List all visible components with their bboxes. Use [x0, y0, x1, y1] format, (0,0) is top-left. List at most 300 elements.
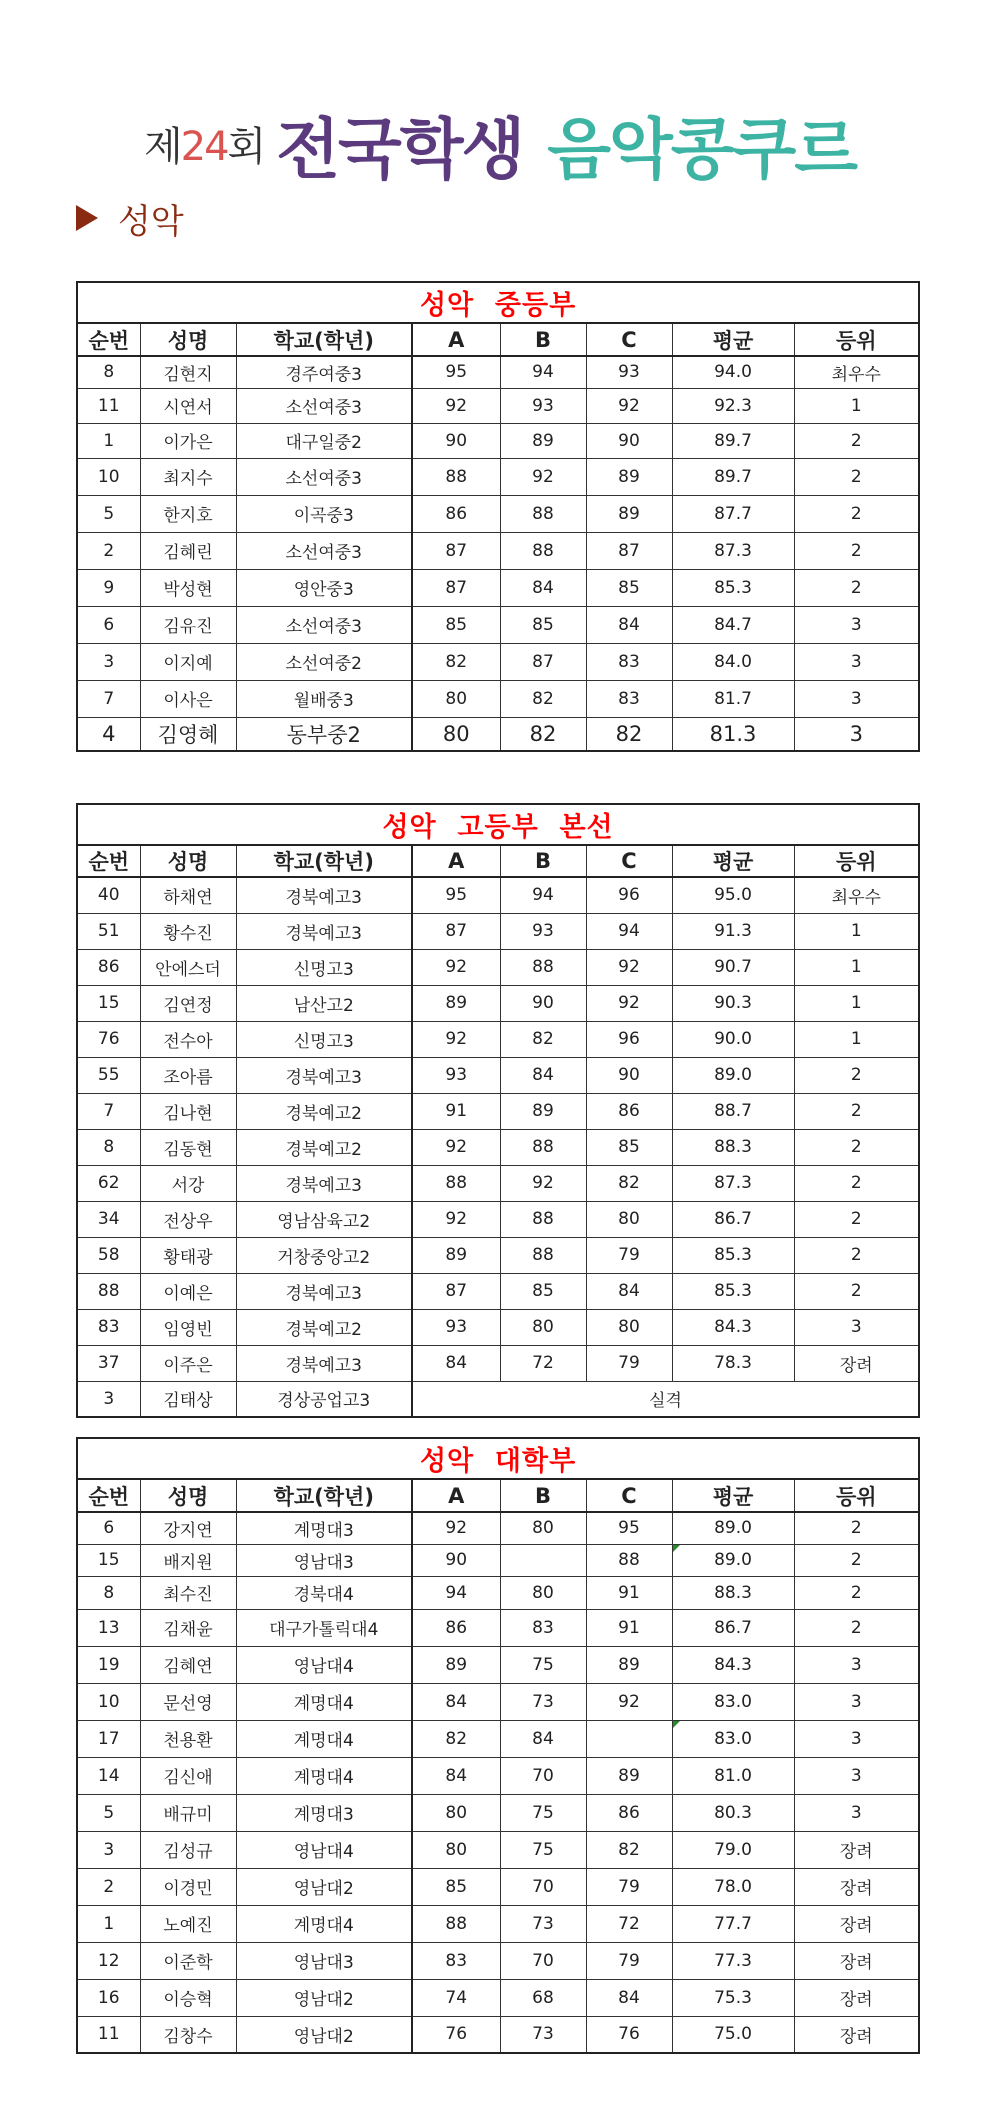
- cell-avg: 78.3: [672, 1345, 794, 1381]
- cell-b: 88: [500, 949, 586, 985]
- table-row: [77, 680, 919, 717]
- cell-avg: 83.0: [672, 1683, 794, 1720]
- cell-school: 소선여중3: [236, 458, 412, 495]
- cell-no: 2: [77, 532, 140, 569]
- column-header-name: 성명: [140, 845, 236, 877]
- cell-no: 1: [77, 423, 140, 458]
- cell-no: 37: [77, 1345, 140, 1381]
- table-row: [77, 1093, 919, 1129]
- cell-rank: 2: [794, 532, 919, 569]
- cell-school: 경상공업고3: [236, 1381, 412, 1417]
- cell-a: 80: [412, 680, 500, 717]
- cell-name: 배규미: [140, 1794, 236, 1831]
- cell-school: 신명고3: [236, 949, 412, 985]
- cell-rank: 3: [794, 680, 919, 717]
- cell-school: 영남대3: [236, 1544, 412, 1576]
- cell-no: 12: [77, 1942, 140, 1979]
- table-title: 성악 중등부: [77, 282, 919, 323]
- cell-b: 80: [500, 1576, 586, 1609]
- cell-no: 86: [77, 949, 140, 985]
- cell-avg: 90.7: [672, 949, 794, 985]
- cell-school: 영안중3: [236, 569, 412, 606]
- cell-school: 경북대4: [236, 1576, 412, 1609]
- cell-school: 소선여중3: [236, 532, 412, 569]
- cell-no: 8: [77, 1576, 140, 1609]
- cell-avg: 79.0: [672, 1831, 794, 1868]
- table-row: [77, 1757, 919, 1794]
- column-header-avg: 평균: [672, 1479, 794, 1512]
- cell-b: 84: [500, 569, 586, 606]
- cell-a: 88: [412, 1165, 500, 1201]
- table-row: [77, 569, 919, 606]
- cell-b: 68: [500, 1979, 586, 2016]
- cell-avg: 88.7: [672, 1093, 794, 1129]
- cell-avg: 85.3: [672, 1237, 794, 1273]
- cell-no: 2: [77, 1868, 140, 1905]
- cell-b: 93: [500, 913, 586, 949]
- cell-b: 85: [500, 1273, 586, 1309]
- cell-avg: 81.3: [672, 717, 794, 751]
- cell-c: 84: [586, 1273, 672, 1309]
- table-title-row: [77, 1438, 919, 1479]
- cell-no: 11: [77, 388, 140, 423]
- cell-school: 경북예고2: [236, 1093, 412, 1129]
- cell-a: 80: [412, 1831, 500, 1868]
- cell-school: 영남대4: [236, 1646, 412, 1683]
- column-header-avg: 평균: [672, 845, 794, 877]
- cell-name: 김동현: [140, 1129, 236, 1165]
- cell-a: 92: [412, 388, 500, 423]
- cell-c: 93: [586, 356, 672, 388]
- cell-a: 89: [412, 1646, 500, 1683]
- table-row: [77, 1021, 919, 1057]
- cell-c: 91: [586, 1576, 672, 1609]
- cell-b: 82: [500, 680, 586, 717]
- column-header-rank: 등위: [794, 845, 919, 877]
- cell-name: 김혜린: [140, 532, 236, 569]
- cell-c: 86: [586, 1794, 672, 1831]
- cell-c: 95: [586, 1512, 672, 1544]
- cell-rank: 2: [794, 1576, 919, 1609]
- cell-no: 5: [77, 1794, 140, 1831]
- cell-c: 94: [586, 913, 672, 949]
- cell-school: 경북예고3: [236, 1057, 412, 1093]
- cell-c: 96: [586, 1021, 672, 1057]
- cell-c: 80: [586, 1201, 672, 1237]
- cell-avg: 75.0: [672, 2016, 794, 2053]
- table-title: 성악 대학부: [77, 1438, 919, 1479]
- table-row: [77, 1868, 919, 1905]
- cell-name: 이예은: [140, 1273, 236, 1309]
- cell-rank: 2: [794, 569, 919, 606]
- cell-rank: 2: [794, 1129, 919, 1165]
- table-header-row: [77, 845, 919, 877]
- cell-a: 86: [412, 1609, 500, 1646]
- cell-b: 88: [500, 1237, 586, 1273]
- cell-name: 강지연: [140, 1512, 236, 1544]
- column-header-no: 순번: [77, 1479, 140, 1512]
- table-row: [77, 1609, 919, 1646]
- cell-no: 6: [77, 1512, 140, 1544]
- cell-school: 대구가톨릭대4: [236, 1609, 412, 1646]
- cell-name: 이지예: [140, 643, 236, 680]
- cell-no: 34: [77, 1201, 140, 1237]
- table-row: [77, 949, 919, 985]
- cell-c: 76: [586, 2016, 672, 2053]
- cell-name: 이가은: [140, 423, 236, 458]
- cell-c: 90: [586, 1057, 672, 1093]
- cell-no: 40: [77, 877, 140, 913]
- cell-c: 89: [586, 1757, 672, 1794]
- cell-b: 72: [500, 1345, 586, 1381]
- cell-rank: 장려: [794, 1905, 919, 1942]
- cell-no: 10: [77, 458, 140, 495]
- table-row: [77, 1057, 919, 1093]
- cell-name: 김연정: [140, 985, 236, 1021]
- column-header-school: 학교(학년): [236, 323, 412, 356]
- middle-school-results-table: [76, 281, 920, 752]
- cell-school: 계명대3: [236, 1512, 412, 1544]
- cell-rank: 2: [794, 1512, 919, 1544]
- cell-name: 박성현: [140, 569, 236, 606]
- title-part2: 음악콩쿠르: [547, 111, 856, 188]
- cell-no: 8: [77, 1129, 140, 1165]
- cell-school: 경북예고2: [236, 1129, 412, 1165]
- table-row: [77, 1794, 919, 1831]
- cell-name: 시연서: [140, 388, 236, 423]
- cell-c: 79: [586, 1237, 672, 1273]
- cell-no: 4: [77, 717, 140, 751]
- cell-avg: 92.3: [672, 388, 794, 423]
- cell-school: 소선여중2: [236, 643, 412, 680]
- cell-rank: 2: [794, 1609, 919, 1646]
- cell-name: 김태상: [140, 1381, 236, 1417]
- cell-c: 85: [586, 1129, 672, 1165]
- cell-school: 계명대4: [236, 1757, 412, 1794]
- cell-no: 7: [77, 1093, 140, 1129]
- cell-name: 최수진: [140, 1576, 236, 1609]
- cell-no: 83: [77, 1309, 140, 1345]
- cell-no: 7: [77, 680, 140, 717]
- cell-school: 신명고3: [236, 1021, 412, 1057]
- column-header-a: A: [412, 323, 500, 356]
- cell-a: 87: [412, 569, 500, 606]
- cell-school: 소선여중3: [236, 388, 412, 423]
- cell-no: 17: [77, 1720, 140, 1757]
- table-row: [77, 1237, 919, 1273]
- column-header-school: 학교(학년): [236, 1479, 412, 1512]
- table-row: [77, 356, 919, 388]
- table-row: [77, 1720, 919, 1757]
- cell-avg: 78.0: [672, 1868, 794, 1905]
- cell-avg: 95.0: [672, 877, 794, 913]
- cell-name: 김혜연: [140, 1646, 236, 1683]
- cell-b: 82: [500, 717, 586, 751]
- section-heading: [76, 196, 184, 240]
- column-header-no: 순번: [77, 323, 140, 356]
- column-header-b: B: [500, 845, 586, 877]
- cell-avg: 90.3: [672, 985, 794, 1021]
- cell-avg: 80.3: [672, 1794, 794, 1831]
- cell-rank: 최우수: [794, 877, 919, 913]
- cell-rank: 장려: [794, 1868, 919, 1905]
- cell-a: 86: [412, 495, 500, 532]
- cell-a: 91: [412, 1093, 500, 1129]
- cell-rank: 2: [794, 1165, 919, 1201]
- cell-b: 92: [500, 1165, 586, 1201]
- cell-c: 72: [586, 1905, 672, 1942]
- cell-avg: 75.3: [672, 1979, 794, 2016]
- table-header-row: [77, 323, 919, 356]
- table-title-row: [77, 804, 919, 845]
- cell-avg: 81.7: [672, 680, 794, 717]
- cell-c: 89: [586, 1646, 672, 1683]
- university-results-table: [76, 1437, 920, 2054]
- table-row: [77, 423, 919, 458]
- cell-b: 70: [500, 1757, 586, 1794]
- cell-rank: 2: [794, 1273, 919, 1309]
- cell-avg: 84.7: [672, 606, 794, 643]
- cell-rank: 1: [794, 1021, 919, 1057]
- cell-school: 경북예고3: [236, 1345, 412, 1381]
- cell-avg: 84.3: [672, 1309, 794, 1345]
- cell-b: 84: [500, 1057, 586, 1093]
- cell-name: 천용환: [140, 1720, 236, 1757]
- table-row: [77, 913, 919, 949]
- cell-a: 92: [412, 1129, 500, 1165]
- cell-name: 김현지: [140, 356, 236, 388]
- cell-b: 75: [500, 1794, 586, 1831]
- cell-a: 84: [412, 1683, 500, 1720]
- cell-a: 89: [412, 985, 500, 1021]
- cell-c: 85: [586, 569, 672, 606]
- cell-avg: 84.0: [672, 643, 794, 680]
- cell-comment-marker-icon: [673, 1545, 680, 1552]
- cell-rank: 1: [794, 949, 919, 985]
- cell-c: 92: [586, 985, 672, 1021]
- column-header-no: 순번: [77, 845, 140, 877]
- cell-a: 82: [412, 643, 500, 680]
- table-row: [77, 1273, 919, 1309]
- cell-name: 김창수: [140, 2016, 236, 2053]
- cell-a: 93: [412, 1309, 500, 1345]
- cell-c: 82: [586, 717, 672, 751]
- cell-avg: 88.3: [672, 1576, 794, 1609]
- cell-b: 88: [500, 495, 586, 532]
- cell-c: 90: [586, 423, 672, 458]
- table-row: [77, 1201, 919, 1237]
- cell-a: 83: [412, 1942, 500, 1979]
- cell-a: 92: [412, 1512, 500, 1544]
- cell-rank: 3: [794, 606, 919, 643]
- cell-no: 3: [77, 1831, 140, 1868]
- cell-no: 88: [77, 1273, 140, 1309]
- cell-c: 80: [586, 1309, 672, 1345]
- cell-rank: 2: [794, 1057, 919, 1093]
- cell-school: 월배중3: [236, 680, 412, 717]
- cell-c: 83: [586, 643, 672, 680]
- cell-no: 5: [77, 495, 140, 532]
- cell-name: 김유진: [140, 606, 236, 643]
- cell-name: 이주은: [140, 1345, 236, 1381]
- cell-b: 85: [500, 606, 586, 643]
- cell-rank: 1: [794, 913, 919, 949]
- cell-school: 경북예고3: [236, 913, 412, 949]
- cell-b: 94: [500, 877, 586, 913]
- cell-a: 94: [412, 1576, 500, 1609]
- cell-avg: 90.0: [672, 1021, 794, 1057]
- cell-b: 84: [500, 1720, 586, 1757]
- cell-avg: 77.7: [672, 1905, 794, 1942]
- cell-c: 88: [586, 1544, 672, 1576]
- cell-school: 대구일중2: [236, 423, 412, 458]
- cell-school: 동부중2: [236, 717, 412, 751]
- cell-a: 89: [412, 1237, 500, 1273]
- cell-b: 75: [500, 1646, 586, 1683]
- cell-a: 87: [412, 532, 500, 569]
- cell-b: 75: [500, 1831, 586, 1868]
- cell-no: 1: [77, 1905, 140, 1942]
- cell-avg: 88.3: [672, 1129, 794, 1165]
- table-row: [77, 877, 919, 913]
- cell-rank: 3: [794, 643, 919, 680]
- cell-b: 80: [500, 1309, 586, 1345]
- table-row: [77, 388, 919, 423]
- cell-b: 80: [500, 1512, 586, 1544]
- column-header-c: C: [586, 323, 672, 356]
- cell-rank: 장려: [794, 1942, 919, 1979]
- cell-b: 88: [500, 1129, 586, 1165]
- column-header-b: B: [500, 1479, 586, 1512]
- cell-school: 경주여중3: [236, 356, 412, 388]
- cell-name: 조아름: [140, 1057, 236, 1093]
- cell-a: 88: [412, 458, 500, 495]
- table-row: [77, 985, 919, 1021]
- column-header-a: A: [412, 845, 500, 877]
- cell-b: 92: [500, 458, 586, 495]
- cell-school: 영남대3: [236, 1942, 412, 1979]
- cell-avg: 87.3: [672, 532, 794, 569]
- triangle-bullet-icon: [76, 205, 98, 231]
- cell-avg: 85.3: [672, 569, 794, 606]
- cell-a: 90: [412, 1544, 500, 1576]
- cell-rank: 장려: [794, 1831, 919, 1868]
- table-row: [77, 1165, 919, 1201]
- table-row: [77, 606, 919, 643]
- cell-school: 영남대2: [236, 1868, 412, 1905]
- title-part1: 전국학생: [276, 111, 524, 188]
- cell-rank: 3: [794, 1720, 919, 1757]
- cell-avg: 89.0: [672, 1544, 794, 1576]
- cell-a: 80: [412, 1794, 500, 1831]
- cell-name: 김채윤: [140, 1609, 236, 1646]
- cell-a: 95: [412, 877, 500, 913]
- cell-b: 88: [500, 532, 586, 569]
- table-row: [77, 2016, 919, 2053]
- cell-rank: 3: [794, 1646, 919, 1683]
- cell-name: 황수진: [140, 913, 236, 949]
- cell-name: 노예진: [140, 1905, 236, 1942]
- cell-c: 89: [586, 495, 672, 532]
- cell-school: 영남삼육고2: [236, 1201, 412, 1237]
- cell-no: 8: [77, 356, 140, 388]
- cell-b: [500, 1544, 586, 1576]
- cell-rank: 2: [794, 1237, 919, 1273]
- cell-c: 89: [586, 458, 672, 495]
- cell-avg: 77.3: [672, 1942, 794, 1979]
- cell-avg: 86.7: [672, 1201, 794, 1237]
- cell-school: 영남대2: [236, 2016, 412, 2053]
- cell-rank: 2: [794, 1544, 919, 1576]
- cell-avg: 84.3: [672, 1646, 794, 1683]
- cell-name: 김성규: [140, 1831, 236, 1868]
- table-row: [77, 1683, 919, 1720]
- cell-school: 거창중앙고2: [236, 1237, 412, 1273]
- cell-no: 19: [77, 1646, 140, 1683]
- cell-b: 93: [500, 388, 586, 423]
- cell-avg: 94.0: [672, 356, 794, 388]
- cell-b: 89: [500, 1093, 586, 1129]
- cell-c: 79: [586, 1942, 672, 1979]
- cell-a: 92: [412, 1201, 500, 1237]
- cell-name: 하채연: [140, 877, 236, 913]
- cell-no: 11: [77, 2016, 140, 2053]
- cell-school: 계명대4: [236, 1683, 412, 1720]
- cell-a: 88: [412, 1905, 500, 1942]
- cell-no: 51: [77, 913, 140, 949]
- cell-school: 경북예고3: [236, 1273, 412, 1309]
- table-row: [77, 1831, 919, 1868]
- cell-b: 94: [500, 356, 586, 388]
- cell-school: 이곡중3: [236, 495, 412, 532]
- cell-name: 배지원: [140, 1544, 236, 1576]
- cell-avg: 86.7: [672, 1609, 794, 1646]
- cell-c: 96: [586, 877, 672, 913]
- cell-a: 92: [412, 949, 500, 985]
- cell-school: 계명대3: [236, 1794, 412, 1831]
- cell-c: 91: [586, 1609, 672, 1646]
- column-header-name: 성명: [140, 1479, 236, 1512]
- cell-avg: 83.0: [672, 1720, 794, 1757]
- cell-c: 84: [586, 606, 672, 643]
- cell-c: 86: [586, 1093, 672, 1129]
- cell-no: 14: [77, 1757, 140, 1794]
- cell-a: 87: [412, 913, 500, 949]
- cell-rank: 최우수: [794, 356, 919, 388]
- cell-avg: 89.7: [672, 458, 794, 495]
- disqualified-row: [77, 1381, 919, 1417]
- column-header-school: 학교(학년): [236, 845, 412, 877]
- cell-rank: 2: [794, 495, 919, 532]
- cell-c: 92: [586, 949, 672, 985]
- cell-no: 62: [77, 1165, 140, 1201]
- cell-rank: 2: [794, 423, 919, 458]
- cell-b: 82: [500, 1021, 586, 1057]
- cell-no: 9: [77, 569, 140, 606]
- cell-rank: 2: [794, 1093, 919, 1129]
- cell-rank: 3: [794, 1794, 919, 1831]
- cell-a: 80: [412, 717, 500, 751]
- cell-name: 김영혜: [140, 717, 236, 751]
- table-row: [77, 1905, 919, 1942]
- cell-school: 계명대4: [236, 1720, 412, 1757]
- cell-c: [586, 1720, 672, 1757]
- cell-name: 이승혁: [140, 1979, 236, 2016]
- cell-name: 이사은: [140, 680, 236, 717]
- cell-no: 16: [77, 1979, 140, 2016]
- cell-name: 전수아: [140, 1021, 236, 1057]
- column-header-c: C: [586, 845, 672, 877]
